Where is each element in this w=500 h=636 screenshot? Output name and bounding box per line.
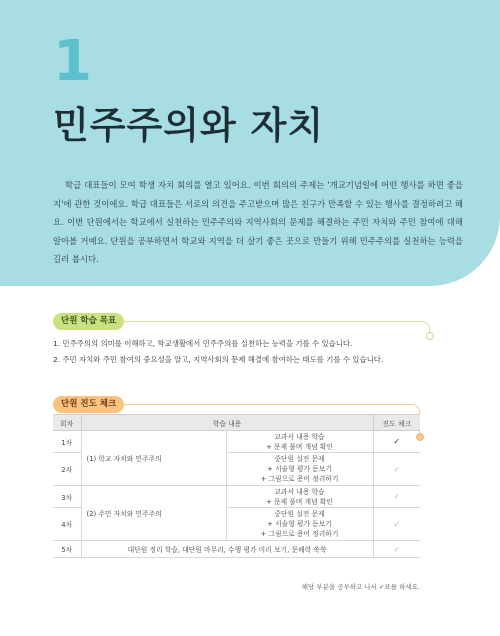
progress-header-row [53, 415, 420, 431]
detail-cell [226, 508, 373, 541]
detail-cell [226, 486, 373, 508]
unit-cell: (1) 학교 자치와 민주주의 [81, 431, 226, 486]
check-cell[interactable] [373, 508, 420, 541]
session-cell: 3차 [53, 486, 81, 508]
table-row [53, 486, 420, 508]
chapter-intro: 학급 대표들이 모여 학생 자치 회의를 열고 있어요. 이번 회의의 주제는 '개교기념일에 어떤 행사를 하면 좋을지'에 관한 것이에요. 학급 대표들은 서로의 의견을 주고받으며 많은 친구가 만족할 수 있는 행사를 결정하려고 해요. 이번 단원에서는 학교에서 실천하는 민주주의와 지역사회의 문제를 해결하는 주민 자치와 주민 참여에 대해 알아볼 거예요. 단원을 공부하면서 학교와 지역을 더 살기 좋은 곳으로 만들기 위해 민주주의를 실천하는 능력을 길러 봅시다. [53, 180, 463, 264]
check-cell[interactable] [373, 486, 420, 508]
check-cell[interactable] [373, 453, 420, 486]
chapter-number: 1 [53, 29, 92, 94]
detail-line: + 문제 풀며 개념 확인 [266, 497, 333, 506]
detail-line: 중단원 실전 문제 [274, 510, 325, 518]
check-mark-icon: ✓ [393, 519, 401, 529]
session-cell: 4차 [53, 508, 81, 541]
check-mark-icon: ✓ [393, 437, 401, 446]
check-mark-icon: ✓ [393, 544, 401, 554]
detail-line: + 그림으로 용어 정리하기 [260, 530, 339, 538]
chapter-title: 민주주의와 자치 [53, 104, 325, 147]
detail-line: + 서술형 평가 돋보기 [267, 465, 332, 473]
progress-table [53, 414, 420, 558]
detail-line: + 문제 풀며 개념 확인 [266, 442, 333, 451]
header-content: 학습 내용 [81, 415, 373, 431]
goal-connector-line [120, 321, 430, 333]
session-cell: 5차 [53, 541, 81, 558]
detail-cell [226, 431, 373, 453]
detail-cell [226, 453, 373, 486]
session-cell: 2차 [53, 453, 81, 486]
header-session: 회차 [53, 415, 81, 431]
detail-line: + 서술형 평가 돋보기 [267, 520, 332, 528]
goal-item: 2. 주민 자치와 주민 참여의 중요성을 알고, 지역사회의 문제 해결에 참여하는 태도를 기를 수 있습니다. [53, 355, 384, 364]
detail-line: 교과서 내용 학습 [274, 432, 325, 441]
session-cell: 1차 [53, 431, 81, 453]
check-cell[interactable] [373, 541, 420, 558]
detail-line: 중단원 실전 문제 [274, 455, 325, 463]
check-mark-icon: ✓ [393, 464, 401, 474]
header-check: 진도 체크 [373, 415, 420, 431]
goal-list [53, 336, 463, 368]
table-row [53, 541, 420, 558]
table-row [53, 431, 420, 453]
check-cell[interactable] [373, 431, 420, 453]
detail-line: + 그림으로 용어 정리하기 [260, 475, 339, 483]
progress-tag: 단원 진도 체크 [53, 396, 124, 413]
check-mark-icon: ✓ [393, 492, 401, 501]
goal-item: 1. 민주주의의 의미를 이해하고, 학교생활에서 민주주의를 실천하는 능력을 기를 수 있습니다. [53, 339, 353, 348]
unit-cell: (2) 주민 자치와 민주주의 [81, 486, 226, 541]
chapter-header-panel [0, 0, 500, 286]
detail-line: 교과서 내용 학습 [274, 487, 325, 496]
goal-tag: 단원 학습 목표 [53, 313, 124, 330]
progress-footnote: 해당 부분을 공부하고 나서 ✓표를 하세요. [301, 583, 420, 591]
final-content-cell: 대단원 정리 학습, 대단원 마무리, 수행 평가 미리 보기, 문해력 쑥쑥 [81, 541, 373, 558]
